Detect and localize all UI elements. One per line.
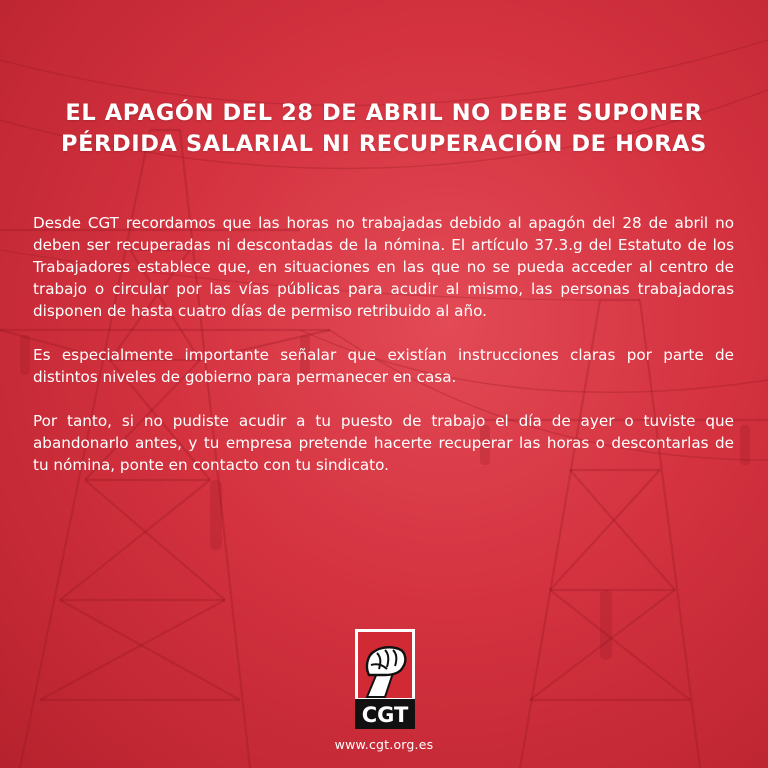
logo-text: CGT xyxy=(361,703,409,727)
headline xyxy=(0,98,768,160)
headline-line-2: PÉRDIDA SALARIAL NI RECUPERACIÓN DE HORAS xyxy=(61,131,707,157)
paragraph-3: Por tanto, si no pudiste acudir a tu puesto de trabajo el día de ayer o tuviste que abandonarlo antes, y tu empresa pretende hacerte recuperar las horas o descontarlas de tu nómina, ponte en contacto con tu sindicato. xyxy=(33,412,734,474)
headline-line-1: EL APAGÓN DEL 28 DE ABRIL NO DEBE SUPONER xyxy=(65,100,703,126)
paragraph-2: Es especialmente importante señalar que existían instrucciones claras por parte de distintos niveles de gobierno para permanecer en casa. xyxy=(33,346,734,386)
paragraph-1: Desde CGT recordamos que las horas no trabajadas debido al apagón del 28 de abril no deben ser recuperadas ni descontadas de la nómina. El artículo 37.3.g del Estatuto de los Trabajadores establece que, en situaciones en las que no se pueda acceder al centro de trabajo o circular por las vías públicas para acudir al mismo, las personas trabajadoras disponen de hasta cuatro días de permiso retribuido al año. xyxy=(33,214,734,320)
body-text xyxy=(33,212,734,498)
cgt-logo xyxy=(355,629,415,729)
website-url: www.cgt.org.es xyxy=(334,737,434,752)
raised-fist-icon xyxy=(358,632,412,698)
